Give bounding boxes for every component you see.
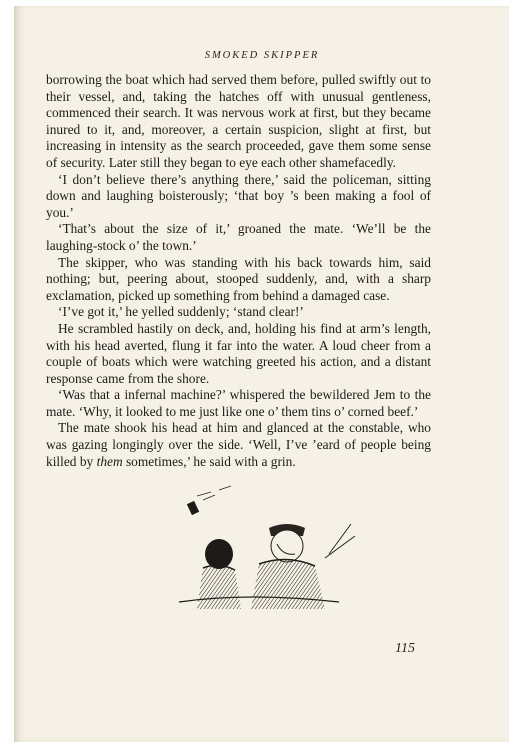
paragraph: ‘That’s about the size of it,’ groaned the mate. ‘We’ll be the laughing-stock o’ the town.’ <box>46 221 431 253</box>
paragraph: The skipper, who was standing with his back towards him, said nothing; but, peering about, stooped suddenly, and, with a sharp exclamation, picked up something from behind a damaged case. <box>46 254 431 303</box>
book-page <box>14 6 509 742</box>
paragraph: ‘I don’t believe there’s anything there,’ said the policeman, sitting down and laughing boisterously; ‘that boy ’s been making a fool of you.’ <box>46 171 431 220</box>
paragraph-text: sometimes,’ he said with a grin. <box>122 453 296 469</box>
emphasis-text: them <box>96 453 123 469</box>
tin-shape <box>187 501 199 515</box>
body-text <box>46 72 431 470</box>
paragraph: He scrambled hastily on deck, and, holding his find at arm’s length, with his head averted, flung it far into the water. A loud cheer from a couple of boats which were watching greeted his action, and a distant response came from the shore. <box>46 320 431 386</box>
paragraph: ‘Was that a infernal machine?’ whispered the bewildered Jem to the mate. ‘Why, it looked to me just like one o’ them tins o’ corned beef.’ <box>46 387 431 419</box>
illustration-sea-scene <box>119 484 369 614</box>
paragraph: borrowing the boat which had served them before, pulled swiftly out to their vessel, and, taking the hatches off with unusual gentleness, commenced their search. It was nervous work at first, but they became inured to it, and, moreover, a certain suspicion, slight at first, but increasing in intensity as the search proceeded, gave them some sense of security. Later still they began to eye each other shamefacedly. <box>46 72 431 170</box>
paragraph-text: The mate shook his head at him and glanced at the constable, who was gazing longingly over the side. ‘Well, I’ve ’eard of people being killed by <box>46 420 431 469</box>
spray-marks <box>197 486 231 500</box>
paragraph-final <box>46 420 431 470</box>
running-head: SMOKED SKIPPER <box>204 50 320 61</box>
paragraph: ‘I’ve got it,’ he yelled suddenly; ‘stand clear!’ <box>58 304 304 320</box>
page-number: 115 <box>395 641 415 656</box>
